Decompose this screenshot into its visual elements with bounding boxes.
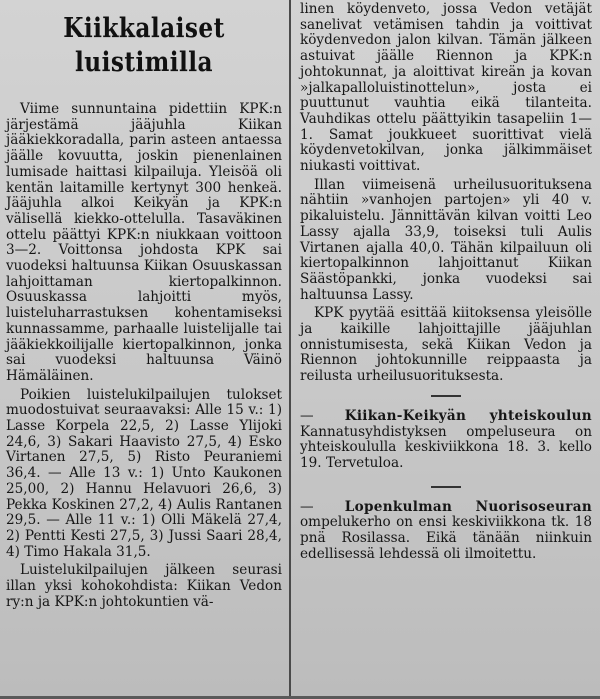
notice-yhteiskoulu (300, 409, 592, 472)
notice-body: Kannatusyhdistyksen ompeluseura on yhteiskoululla keskiviikkona 18. 3. kello 19. Tervetuloa. (300, 423, 592, 471)
headline-line-1: Kiikkalaiset (63, 13, 225, 44)
article-headline (6, 12, 282, 80)
notice-dash: — (300, 407, 314, 424)
article-paragraph: Luistelukilpailujen jälkeen seurasi illan yksi kohokohdista: Kiikan Vedon ry:n ja KPK:n johtokuntien vä- (6, 562, 282, 610)
article-paragraph: Illan viimeisenä urheilusuorituksena nähtiin »vanhojen partojen» yli 40 v. pikaluistelu. Jännittävän kilvan voitti Leo Lassy ajalla 33,9, toiseksi tuli Aulis Virtanen ajalla 40,0. Tähän kilpailuun oli kiertopalkinnon lahjoittanut Kiikan Säästöpankki, jonka vuodeksi sai haltuunsa Lassy. (300, 176, 592, 303)
section-separator (431, 486, 461, 488)
column-divider (289, 0, 291, 699)
article-paragraph: Poikien luistelukilpailujen tulokset muodostuivat seuraavaksi: Alle 15 v.: 1) Lasse Korpela 22,5, 2) Lasse Ylijoki 24,6, 3) Sakari Haavisto 27,5, 4) Esko Virtanen 27,5, 5) Risto Peuraniemi 36,4. — Alle 13 v.: 1) Unto Kaukonen 25,00, 2) Hannu Helavuori 26,6, 3) Pekka Koskinen 27,2, 4) Aulis Rantanen 29,5. — Alle 11 v.: 1) Olli Mäkelä 27,4, 2) Pentti Kesti 27,5, 3) Jussi Saari 28,4, 4) Timo Hakala 31,5. (6, 386, 282, 560)
notice-heading: Kiikan-Keikyän yhteiskoulun (344, 407, 592, 424)
article-paragraph: KPK pyytää esittää kiitoksensa yleisölle ja kaikille lahjoittajille jääjuhlan onnistumisesta, sekä Kiikan Vedon ja Riennon johtokunnille reippaasta ja reilusta urheilusuorituksesta. (300, 305, 592, 385)
headline-line-2: luistimilla (75, 47, 213, 78)
notice-nuorisoseura (300, 500, 592, 563)
notice-text (300, 409, 592, 472)
notice-text (300, 500, 592, 563)
article-body-left (6, 102, 282, 611)
article-body-right (300, 2, 592, 385)
notice-body: ompelukerho on ensi keskiviikkona tk. 18 pnä Rosilassa. Eikä tänään niinkuin edellisessä lehdessä oli ilmoitettu. (300, 514, 592, 562)
right-column (300, 0, 592, 563)
article-paragraph: Viime sunnuntaina pidettiin KPK:n järjestämä jääjuhla Kiikan jääkiekkoradalla, parin asteen antaessa jäälle kovuutta, joskin pienenlainen lumisade haittasi kilpailuja. Yleisöä oli kentän laitamille kertynyt 300 henkeä. Jääjuhla alkoi Keikyän ja KPK:n välisellä kiekko-ottelulla. Tasaväkinen ottelu päättyi KPK:n niukkaan voittoon 3—2. Voittonsa johdosta KPK sai vuodeksi haltuunsa Kiikan Osuuskassan lahjoittaman kiertopalkinnon. Osuuskassa lahjoitti myös, luisteluharrastuksen kohentamiseksi kunnassamme, parhaalle luistelijalle tai jääkiekkoilijalle kiertopalkinnon, jonka sai vuodeksi haltuunsa Väinö Hämäläinen. (6, 101, 282, 384)
article-paragraph: linen köydenveto, jossa Vedon vetäjät sanelivat vetämisen tahdin ja voittivat köydenvedon jalon kilvan. Tämän jälkeen astuivat jäälle Riennon ja KPK:n johtokunnat, ja aloittivat kireän ja kovan »jalkapalloluistinottelun», josta ei puuttunut vauhtia eikä tilanteita. Vauhdikas ottelu päättyikin tasapeliin 1—1. Samat joukkueet suorittivat vielä köydenvetokilvan, jonka jälkimmäiset niukasti voittivat. (300, 1, 592, 175)
left-column (6, 0, 282, 611)
notice-dash: — (300, 498, 314, 515)
notice-heading: Lopenkulman Nuorisoseuran (344, 498, 592, 515)
section-separator (431, 395, 461, 397)
